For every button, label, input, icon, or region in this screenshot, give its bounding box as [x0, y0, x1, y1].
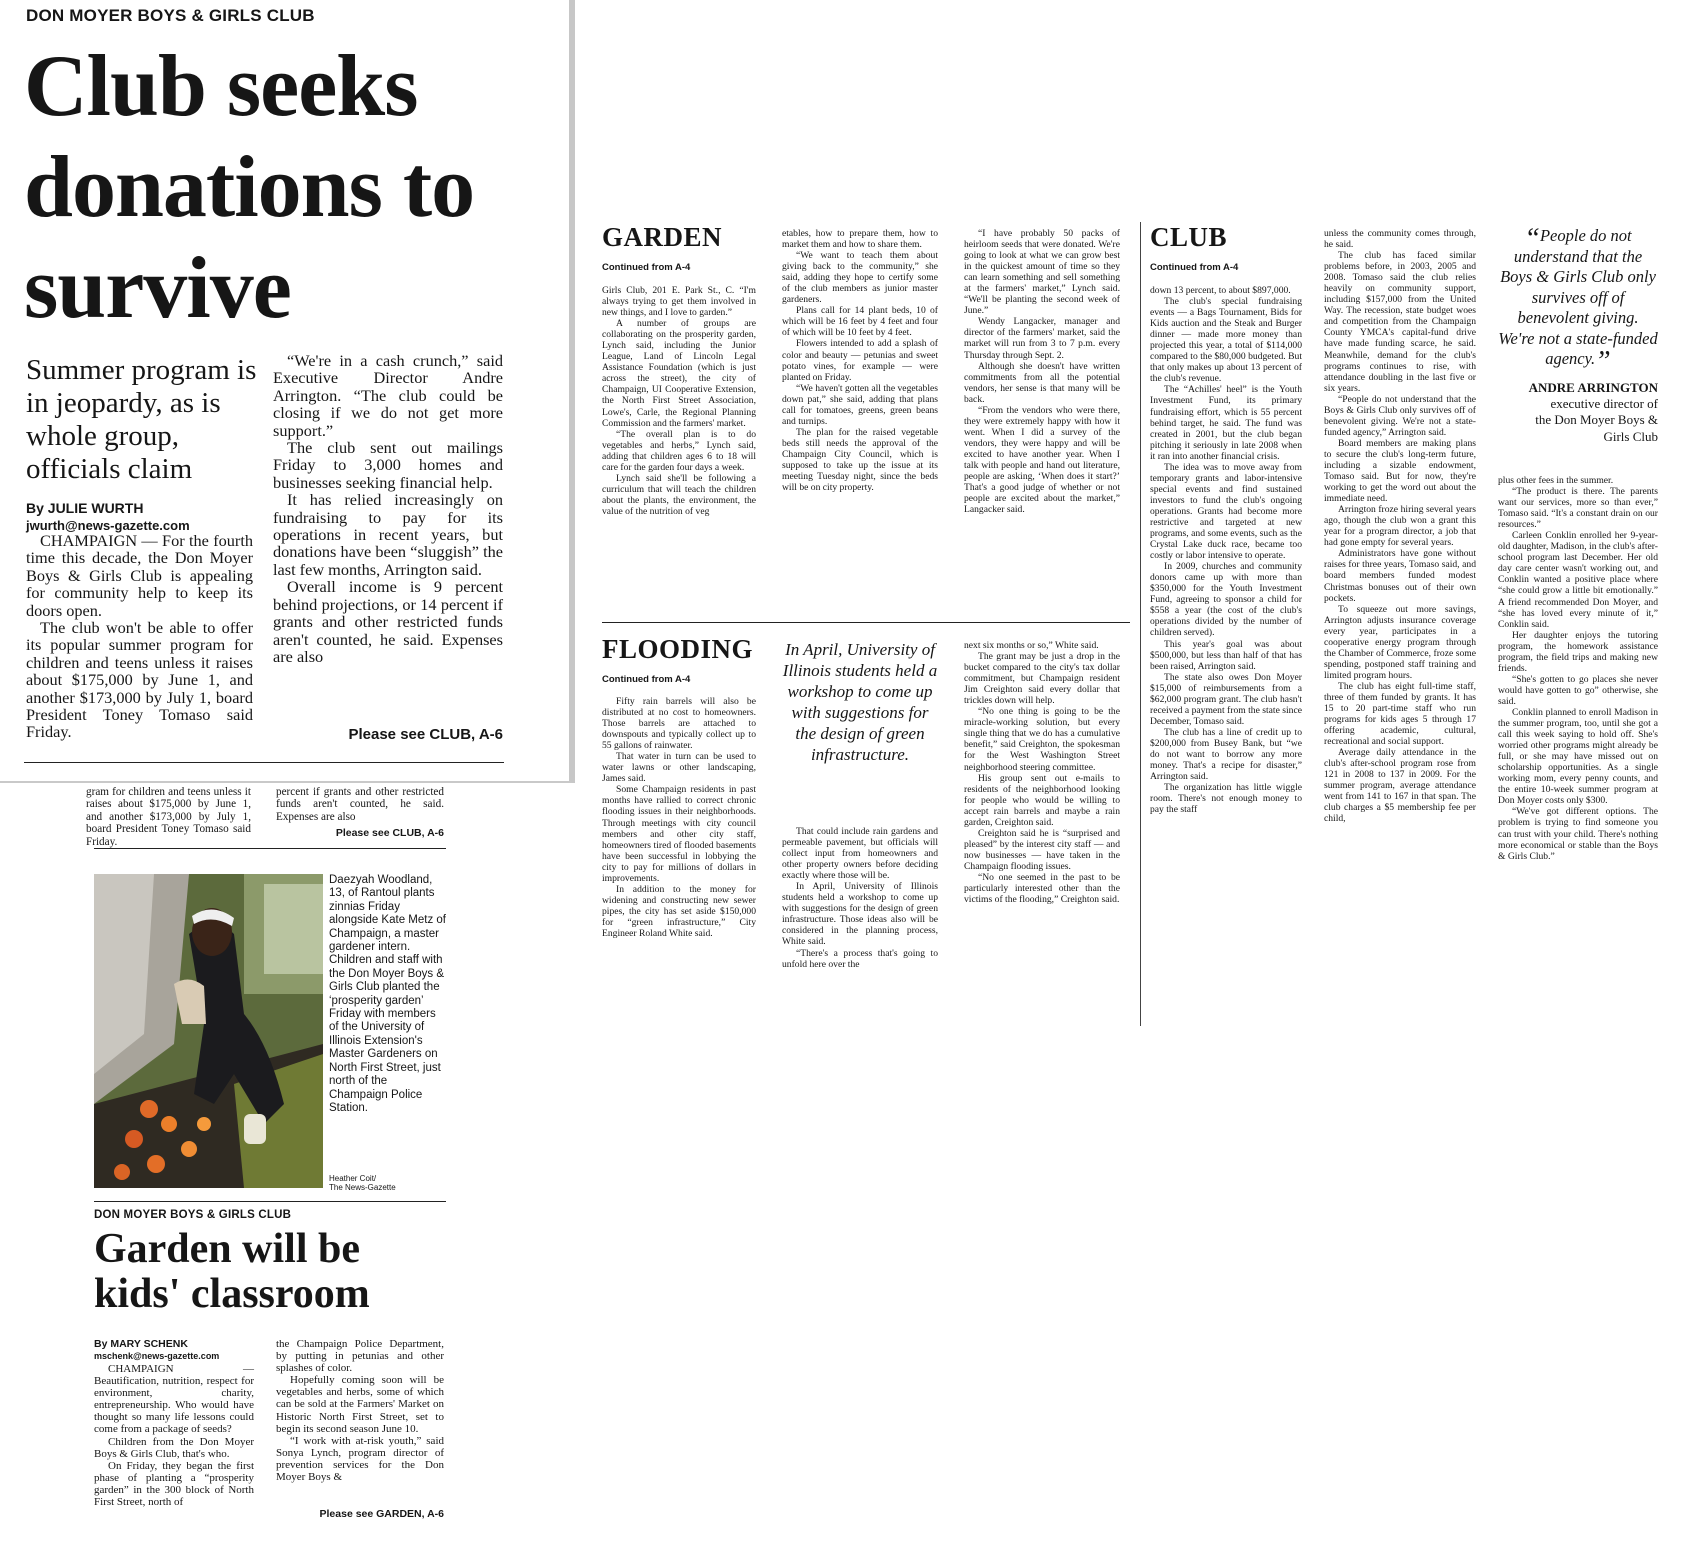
club-pullquote-attrib-name: ANDRE ARRINGTON — [1528, 379, 1658, 395]
paragraph: In 2009, churches and community donors came up with more than $350,000 for the Youth Investment Fund, agreeing to sponsor a child for $558 a year (the cost of the club's operations divided by the number of children served). — [1150, 561, 1302, 639]
jump-garden-head: GARDEN — [602, 222, 723, 252]
paragraph: Hopefully coming soon will be vegetables and herbs, some of which can be sold at the Farmers' Market on Historic North First Street, set to begin its second season June 10. — [276, 1374, 444, 1435]
divider — [94, 1201, 446, 1202]
paragraph: “We've got different options. The problem is trying to find someone you can trust with your child. There's nothing more economical or stable than the Boys & Girls Club.” — [1498, 806, 1658, 862]
paragraph: the Champaign Police Department, by putting in petunias and other splashes of color. — [276, 1338, 444, 1375]
paragraph: Arrington froze hiring several years ago, though the club won a grant this year for a program director, a job that had gone empty for several years. — [1324, 504, 1476, 549]
garden-see-also: Please see GARDEN, A-6 — [319, 1508, 444, 1520]
paragraph: The organization has little wiggle room. There's not enough money to pay the staff — [1150, 782, 1302, 816]
close-quote-icon: ” — [1595, 346, 1611, 377]
paragraph: Conklin planned to enroll Madison in the summer program, too, until she got a call this week saying to hold off. She's worried other programs might already be full, or she may have missed out on scholarship opportunities. As a single working mom, every penny counts, and the entire 10-week summer program at Don Moyer costs only $300. — [1498, 706, 1658, 807]
open-quote-icon: “ — [1524, 223, 1540, 254]
paragraph: “I work with at-risk youth,” said Sonya Lynch, program director of prevention services for the Don Moyer Boys & — [276, 1434, 444, 1484]
flooding-pullquote: In April, University of Illinois students held a workshop to come up with suggestions for the design of green infrastructure. — [782, 640, 938, 764]
garden-col2 — [276, 1338, 444, 1483]
paragraph: unless the community comes through, he said. — [1324, 228, 1476, 251]
paragraph: Plans call for 14 plant beds, 10 of which will be 16 feet by 4 feet and four of which will be 10 feet by 4 feet. — [782, 305, 938, 339]
front-email: jwurth@news-gazette.com — [26, 518, 190, 533]
paragraph: The “Achilles' heel” is the Youth Investment Fund, its primary fundraising effort, which is 55 percent behind target, he said. The fund was created in 2001, but the club began pitching it seriously in late 2008 when it ran into another financial crisis. — [1150, 384, 1302, 462]
jump-club-head: CLUB — [1150, 222, 1228, 252]
paragraph: plus other fees in the summer. — [1498, 475, 1614, 486]
jump-page — [602, 222, 1672, 1032]
paragraph: “There's a process that's going to unfold here over the — [782, 947, 938, 970]
paragraph: The club has a line of credit up to $200,000 from Busey Bank, but “we do not want to borrow any more money. That's a recipe for disaster,” Arrington said. — [1150, 726, 1302, 783]
front-col2 — [273, 352, 503, 665]
paragraph: CHAMPAIGN — Beautification, nutrition, respect for environment, charity, entrepreneurship. Who would have thought so many life lessons could come from a package of seeds? — [94, 1363, 254, 1436]
paragraph: That water in turn can be used to water lawns or other landscaping, James said. — [602, 751, 756, 785]
garden-clipping — [86, 782, 446, 1522]
jump-flooding-col1 — [602, 696, 756, 939]
paragraph: Administrators have gone without raises for three years, Tomaso said, and board members funded modest Christmas bonuses out of their own pockets. — [1324, 548, 1476, 604]
paragraph: To squeeze out more savings, Arrington adjusts insurance coverage every year, participates in a cooperative energy program through the Chamber of Commerce, froze some spending, postponed staff training and limited program hours. — [1324, 603, 1476, 681]
paragraph: “No one thing is going to be the miracle-working solution, but every single thing that we do has a cumulative benefit,” said Creighton, the spokesman for the West Washington Street neighborhood steering committee. — [964, 706, 1120, 773]
paragraph: etables, how to prepare them, how to market them and how to share them. — [782, 228, 938, 251]
jump-garden-col2 — [782, 228, 938, 493]
garden-byline: By MARY SCHENK — [94, 1338, 188, 1350]
paragraph: “We're in a cash crunch,” said Executive Director Andre Arrington. “The club could be closing if we do not get more support.” — [273, 351, 503, 440]
paragraph: Flowers intended to add a splash of color and beauty — petunias and sweet potato vines, for example — were planted on Friday. — [782, 338, 938, 383]
paragraph: Carleen Conklin enrolled her 9-year-old daughter, Madison, in the club's after-school program last December. Her old day care center wasn't working out, and Conklin wanted a positive place where “she could grow a little bit emotionally.” A friend recommended Don Moyer, and “she has loved every minute of it,” Conklin said. — [1498, 530, 1658, 630]
front-deck: Summer program is in jeopardy, as is whole group, officials claim — [26, 354, 257, 485]
column-rule — [1140, 222, 1141, 1026]
paragraph: It has relied increasingly on fundraising to pay for its operations in recent years, but donations have been “sluggish” the last few months, Arrington said. — [273, 490, 503, 579]
photo-credit-paper: The News-Gazette — [329, 1183, 396, 1192]
photo-credit-name: Heather Coit/ — [329, 1174, 377, 1183]
garden-col1 — [94, 1363, 254, 1508]
paragraph: “From the vendors who were there, they were extremely happy with how it went. When I did a survey of the vendors, they were happy and will be excited to have another year. When I talk with people and hand out literature, people are asking, ‘When does it start?’ That's a good judge of whether or not people are excited about the market,” Langacker said. — [964, 404, 1120, 516]
photo-caption: Daezyah Woodland, 13, of Rantoul plants zinnias Friday alongside Kate Metz of Champaign, a master gardener intern. Children and staff with the Don Moyer Boys & Girls Club planted the ‘prosperity garden’ Friday with members of the University of Illinois Extension's Master Gardeners on North First Street, just north of the Champaign Police Station. — [329, 874, 446, 1114]
paragraph: On Friday, they began the first phase of planting a “prosperity garden” in the 300 block of North First Street, north of — [94, 1459, 254, 1509]
garden-photo-illustration — [94, 874, 323, 1188]
paragraph: The idea was to move away from temporary grants and labor-intensive special events and find sustained investors to fund the club's ongoing operations. Grants had become more restrictive and targeted at new programs, and some events, such as the Crystal Lake duck race, became too costly or labor intensive to operate. — [1150, 461, 1302, 562]
paragraph: down 13 percent, to about $897,000. — [1150, 285, 1291, 296]
paragraph: Although she doesn't have written commitments from all the potential vendors, her sense is that many will be back. — [964, 360, 1120, 405]
paragraph: Children from the Don Moyer Boys & Girls Club, that's who. — [94, 1435, 254, 1460]
club-pullquote-text: People do not understand that the Boys & Girls Club only survives off of benevolent giving. We're not a state-funded agency. — [1498, 226, 1658, 368]
paragraph: In addition to the money for widening and constructing new sewer pipes, the city has set aside $150,000 for “green infrastructure,” City Engineer Roland White said. — [602, 883, 756, 939]
jump-club-col1 — [1150, 285, 1302, 815]
front-rule — [24, 762, 504, 763]
front-see-also: Please see CLUB, A-6 — [348, 726, 503, 743]
paragraph: This year's goal was about $500,000, but less than half of that has been raised, Arrington said. — [1150, 638, 1302, 672]
garden-email: mschenk@news-gazette.com — [94, 1351, 220, 1361]
paragraph: Overall income is 9 percent behind projections, or 14 percent if grants and other restricted funds aren't counted, he said. Expenses are also — [273, 577, 503, 666]
paragraph: Average daily attendance in the club's after-school program rose from 121 in 2008 to 137 in 2009. For the summer program, average attendance went from 141 to 167 in that span. The club charges a $5 membership fee per child, — [1324, 747, 1476, 825]
paragraph: A number of groups are collaborating on the prosperity garden, Lynch said, including the Junior League, Land of Lincoln Legal Assistance Foundation (which is just across the street), the city of Champaign, UI Cooperative Extension, the North First Street Association, Lowe's, Carle, the Regional Planning Commission and the farmers' market. — [602, 318, 756, 429]
garden-photo — [94, 874, 323, 1188]
fragment-right: percent if grants and other restricted funds aren't counted, he said. Expenses are also — [276, 786, 444, 823]
front-headline: Club seeks donations to survive — [24, 38, 475, 337]
paragraph: The club's special fundraising events — a Bags Tournament, Bids for Kids auction and the Steak and Burger dinner — made more money than projected this year, a total of $114,000 compared to the $80,000 budgeted. But that only makes up about 13 percent of the club's revenue. — [1150, 296, 1302, 385]
paragraph: The grant may be just a drop in the bucket compared to the city's tax dollar commitment, but Champaign resident Jim Creighton said every dollar that trickles down will help. — [964, 651, 1120, 707]
paragraph: The club sent out mailings Friday to 3,000 homes and businesses seeking financial help. — [273, 438, 503, 492]
paragraph: Board members are making plans to secure the club's long-term future, including a sizable endowment, Tomaso said. But for now, they're working to get the word out about the immediate need. — [1324, 437, 1476, 505]
paragraph: Girls Club, 201 E. Park St., C. “I'm always trying to get them involved in new things, and I love to garden.” — [602, 285, 756, 319]
paragraph: His group sent out e-mails to residents of the neighborhood looking for people who would be willing to accept rain barrels and maybe a rain garden, Creighton said. — [964, 772, 1120, 828]
photo-credit — [329, 1174, 446, 1192]
jump-garden-col3 — [964, 228, 1120, 515]
paragraph: The club has faced similar problems before, in 2003, 2005 and 2008. Tomaso said the club relies heavily on community support, including $157,000 from the United Way. The recession, state budget woes and competition from the Champaign County YMCA's capital-fund drive have made funding scarce, he said. Meanwhile, demand for the club's programs continues to rise, with attendance doubling in the last five or six years. — [1324, 250, 1476, 394]
jump-club-col3 — [1498, 475, 1658, 862]
paragraph: In April, University of Illinois students held a workshop to come up with suggestions for the design of green infrastructure. Those ideas also will be considered in the planning process, White said. — [782, 881, 938, 948]
paragraph: The club has eight full-time staff, three of them funded by grants. It has 15 to 20 part-time staff who run programs for kids ages 5 through 17 offering academic, cultural, recreational and social support. — [1324, 680, 1476, 748]
front-kicker: DON MOYER BOYS & GIRLS CLUB — [26, 6, 315, 25]
jump-club-continued: Continued from A-4 — [1150, 262, 1239, 273]
jump-flooding-col3 — [964, 640, 1120, 905]
paragraph: The plan for the raised vegetable beds still needs the approval of the Champaign City Council, which is supposed to take up the issue at its meeting Tuesday night, since the beds will be on city property. — [782, 426, 938, 494]
jump-garden-continued: Continued from A-4 — [602, 262, 691, 273]
paragraph: “We want to teach them about giving back to the community,” she said, adding they hope to certify some of the club members as junior master gardeners. — [782, 250, 938, 306]
paragraph: next six months or so,” White said. — [964, 640, 1099, 651]
fragment-left: gram for children and teens unless it raises about $175,000 by June 1, and another $173,000 by July 1, board President Toney Tomaso said Friday. — [86, 786, 251, 848]
jump-flooding-head: FLOODING — [602, 634, 754, 664]
paragraph: Wendy Langacker, manager and director of the farmers' market, said the market will run from 3 to 7 p.m. every Thursday through Sept. 2. — [964, 316, 1120, 361]
front-col1 — [26, 532, 253, 741]
divider — [602, 622, 1130, 623]
paragraph: The state also owes Don Moyer $15,000 of reimbursements from a $62,000 program grant. The club hasn't received a payment from the state since December, Tomaso said. — [1150, 671, 1302, 727]
divider — [94, 848, 446, 849]
club-pullquote-attrib-title: executive director of the Don Moyer Boys & Girls Club — [1535, 395, 1658, 444]
jump-club-col2 — [1324, 228, 1476, 825]
paragraph: Creighton said he is “surprised and pleased” by the interest city staff — and now businesses — have taken in the Champaign flooding issues. — [964, 827, 1120, 872]
front-clipping — [0, 0, 575, 783]
fragment-see-also: Please see CLUB, A-6 — [335, 827, 444, 839]
paragraph: Lynch said she'll be following a curriculum that will teach the children about the plants, the environment, the value of the nutrition of veg — [602, 472, 756, 517]
paragraph: “She's gotten to go places she never would have gotten to go” otherwise, she said. — [1498, 673, 1658, 707]
jump-garden-col1 — [602, 285, 756, 517]
garden-kicker: DON MOYER BOYS & GIRLS CLUB — [94, 1209, 292, 1221]
paragraph: “No one seemed in the past to be particularly interested other than the victims of the flooding,” Creighton said. — [964, 871, 1120, 906]
club-pullquote — [1498, 223, 1658, 377]
paragraph: “The product is there. The parents want our services, more so than ever,” Tomaso said. “It's a constant drain on our resources.” — [1498, 486, 1658, 531]
garden-headline: Garden will be kids' classroom — [94, 1226, 370, 1317]
front-byline: By JULIE WURTH — [26, 500, 144, 516]
paragraph: The club won't be able to offer its popular summer program for children and teens unless it raises about $175,000 by June 1, and another $173,000 by July 1, board President Toney Tomaso said Friday. — [26, 618, 253, 742]
paragraph: Some Champaign residents in past months have rallied to correct chronic flooding issues in their neighborhoods. Through meetings with city council members and other city staff, homeowners tired of flooded basements have been successful in lobbying the city to pay for millions of dollars in improvements. — [602, 784, 756, 884]
paragraph: “We haven't gotten all the vegetables down pat,” she said, adding that plans call for tomatoes, greens, green beans and turnips. — [782, 382, 938, 427]
paragraph: “I have probably 50 packs of heirloom seeds that were donated. We're going to look at what we can grow best in the quickest amount of time so they can learn something and sell something at the farmers' market,” Lynch said. “We'll be planting the second week of June.” — [964, 228, 1120, 317]
paragraph: “People do not understand that the Boys & Girls Club only survives off of benevolent giving. We're not a state-funded agency,” Arrington said. — [1324, 393, 1476, 438]
jump-flooding-continued: Continued from A-4 — [602, 674, 691, 685]
paragraph: Her daughter enjoys the tutoring program, the homework assistance program, the field trips and making new friends. — [1498, 629, 1658, 674]
jump-flooding-col2 — [782, 826, 938, 970]
paragraph: That could include rain gardens and permeable pavement, but officials will collect input from homeowners and other property owners before deciding exactly where those will be. — [782, 826, 938, 882]
paragraph: “The overall plan is to do vegetables and herbs,” Lynch said, adding that children ages 6 to 18 will care for the garden four days a week. — [602, 428, 756, 473]
paragraph: CHAMPAIGN — For the fourth time this decade, the Don Moyer Boys & Girls Club is appealing for community help to keep its doors open. — [26, 531, 253, 620]
paragraph: Fifty rain barrels will also be distributed at no cost to homeowners. Those barrels are attached to downspouts and typically collect up to 55 gallons of rainwater. — [602, 696, 756, 752]
club-pullquote-box — [1498, 223, 1658, 445]
